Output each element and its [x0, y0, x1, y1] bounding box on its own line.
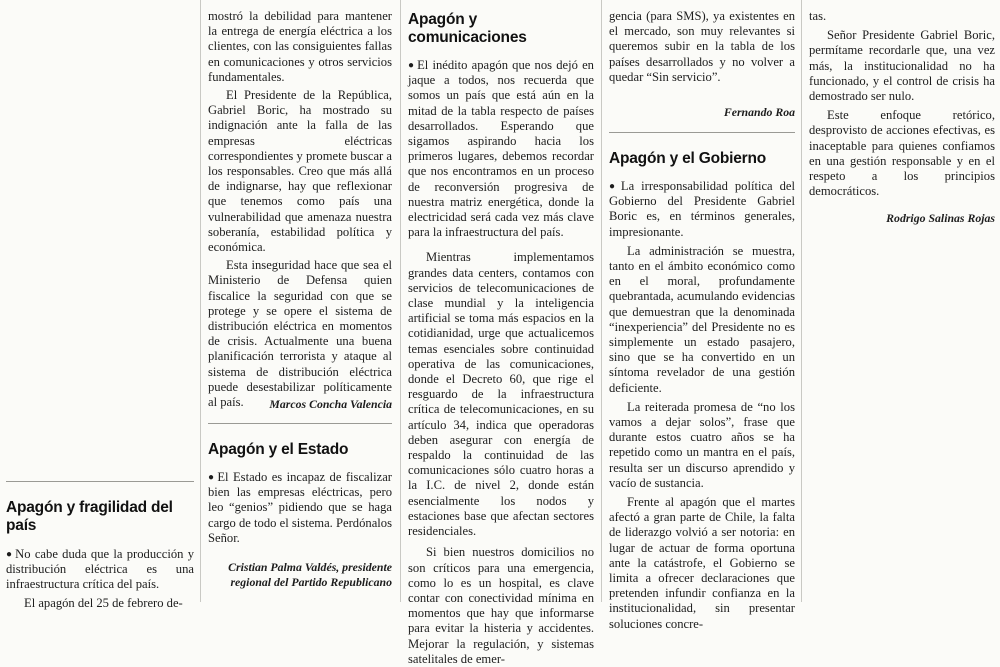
letter-apagon-fragilidad [6, 499, 194, 611]
paragraph: El Presidente de la República, Gabriel Boric, ha mostrado su indignación ante la falla de las empresas eléctricas correspondientes y promete buscar a los responsables. Creo que más allá de indignarse, hay que reflexionar que tenemos como país una vulnerabilidad que amenaza nuestra soberanía, estabilidad política y económica. [208, 88, 392, 255]
paragraph: Mientras implementamos grandes data centers, contamos con servicios de telecomunicaciones de clase mundial y la inteligencia artificial se toma más espacios en la cotidianidad, urge que actualicemos temas esenciales sobre continuidad operativa de las comunicaciones, donde el Decreto 60, que rige el resguardo de la infraestructura crítica de telecomunicaciones, en su artículo 34, indica que operadoras deben asegurar con energía de respaldo la continuidad de las comunicaciones sólo cuatro horas a la I.C. de nivel 2, donde están esencialmente los nodos y estaciones base que afectan sectores residenciales. [408, 250, 594, 539]
letter-continuation [609, 9, 795, 85]
bullet-icon: ● [6, 549, 14, 560]
paragraph: Si bien nuestros domicilios no son críticos para una emergencia, como lo es un hospital, es clave contar con conectividad mínima en momentos que hay que informarse para evitar la histeria y accidentes. Mejorar la regulación, y sistemas satelitales de emer- [408, 545, 594, 666]
bullet-icon: ● [408, 60, 416, 71]
paragraph: ● No cabe duda que la producción y distribución eléctrica es una infraestructura crítica del país. [6, 547, 194, 592]
column-divider [601, 0, 602, 602]
signature: Rodrigo Salinas Rojas [886, 211, 995, 226]
signature: Cristian Palma Valdés, presidente regional del Partido Republicano [228, 560, 392, 589]
paragraph: Este enfoque retórico, desprovisto de acciones efectivas, es inaceptable para quienes confiamos en una gestión responsable y en el respeto a los principios democráticos. [809, 108, 995, 199]
headline: Apagón y el Gobierno [609, 150, 767, 167]
paragraph: Frente al apagón que el martes afectó a gran parte de Chile, la falta de liderazgo volvió a ser notoria: en lugar de actuar de forma oportuna ante la catástrofe, el Gobierno se limita a ofrecer declaraciones que pretenden infundir confianza en la institucionalidad, sin presentar soluciones concre- [609, 495, 795, 631]
section-rule [208, 423, 392, 424]
section-rule [609, 132, 795, 133]
column-4 [609, 0, 795, 631]
paragraph: ● El Estado es incapaz de fiscalizar bien las empresas eléctricas, pero leo “genios” pidiendo que se haga cargo de todo el sistema. Perdónalos Señor. [208, 470, 392, 545]
column-divider [200, 0, 201, 602]
paragraph: La reiterada promesa de “no los vamos a dejar solos”, frase que durante estos cuatro años se ha repetido como un mantra en el país, resulta ser un discurso aprendido y vacío de sustancia. [609, 399, 795, 490]
paragraph: mostró la debilidad para mantener la entrega de energía eléctrica a los clientes, con las consiguientes fallas en comunicaciones y otros servicios fundamentales. [208, 9, 392, 84]
column-divider [801, 0, 802, 602]
headline: Apagón y el Estado [208, 441, 349, 458]
letter-apagon-estado [208, 441, 392, 589]
paragraph: Esta inseguridad hace que sea el Ministerio de Defensa quien fiscalice la seguridad con que se protege y se opere el sistema de distribución eléctrica en momentos de crisis. Actualmente una buena planificación terrorista y ataque al sistema de distribución eléctrica puede desestabilizar políticamente al país. [208, 258, 392, 410]
paragraph: tas. [809, 9, 827, 23]
letter-apagon-comunicaciones [408, 11, 594, 667]
letter-continuation [208, 9, 392, 410]
column-3 [408, 0, 594, 666]
column-2 [208, 0, 392, 602]
bullet-icon: ● [609, 181, 619, 192]
bullet-icon: ● [208, 472, 216, 483]
paragraph: El apagón del 25 de febrero de- [24, 595, 183, 610]
column-divider [400, 0, 401, 602]
paragraph: ● El inédito apagón que nos dejó en jaque a todos, nos recuerda que somos un país que está aún en la mitad de la tabla respecto de países desarrollados. Esperando que sigamos aspirando hacia los primeros lugares, debemos recordar que nos encontramos en un proceso de reconversión progresiva de nuestra matriz energética, donde la electricidad será cada vez más clave para la infraestructura del país. [408, 58, 594, 240]
paragraph: ● La irresponsabilidad política del Gobierno del Presidente Gabriel Boric es, en términos generales, impresionante. [609, 179, 795, 239]
signature: Fernando Roa [723, 105, 795, 119]
column-1 [6, 0, 194, 610]
letter-apagon-gobierno [609, 150, 795, 632]
paragraph: La administración se muestra, tanto en el ámbito económico como en el moral, profundamente quebrantada, acumulando evidencias que demuestran que la denominada “inexperiencia” del Presidente no es simplemente un estado pasajero, sino que se ha convertido en un síntoma revelador de una gestión deficiente. [609, 243, 795, 395]
letter-continuation [809, 9, 995, 226]
column-5 [809, 0, 995, 602]
signature: Marcos Concha Valencia [269, 397, 392, 411]
paragraph: Señor Presidente Gabriel Boric, permítame recordarle que, una vez más, la institucionalidad no ha funcionado, y el control de crisis ha demostrado ser nulo. [809, 28, 995, 104]
headline: Apagón y fragilidad del país [6, 499, 173, 534]
section-rule [6, 481, 194, 482]
paragraph: gencia (para SMS), ya existentes en el mercado, son muy relevantes si queremos subir en la tabla de los países desarrollados y no volver a quedar “Sin servicio”. [609, 9, 795, 84]
headline: Apagón y comunicaciones [408, 11, 527, 46]
